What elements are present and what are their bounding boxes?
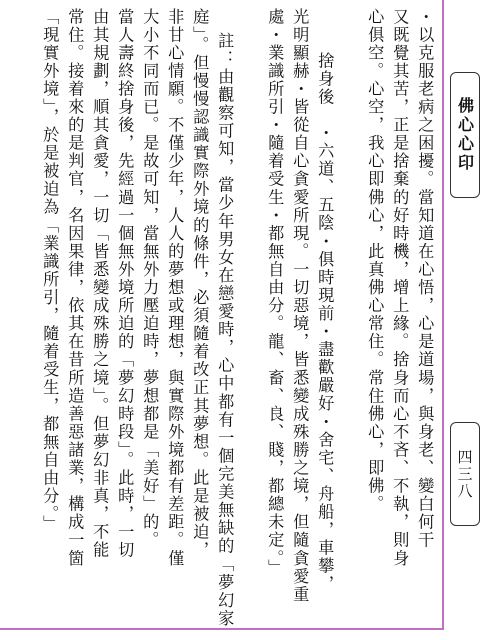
page-number-tab [450, 422, 480, 526]
text-column: 光明顯赫・皆從自心貪愛所現。一切惡境，皆悉變成殊勝之境，但隨貪愛重 [290, 8, 310, 604]
text-column: 大小不同而已。是故可知，當無外力壓迫時，夢想都是「美好」的。 [140, 8, 160, 550]
text-column: 又既覺其苦，正是捨棄的好時機，增上緣。捨身而心不吝、不執，則身 [390, 8, 410, 568]
book-title: 佛心心印 [455, 97, 475, 173]
text-column: 非甘心情願。不僅少年，人人的夢想或理想，與實際外境都有差距。僅 [165, 8, 185, 568]
text-column: 庭」。但慢慢認識實際外境的條件，必須隨着改正其夢想。此是被迫， [190, 8, 210, 560]
page-number: 四三八 [455, 448, 474, 500]
text-column: ・以克服老病之困擾。當知道在心悟，心是道場，與身老、變白何干 [415, 8, 435, 550]
text-column: 註：由觀察可知，當少年男女在戀愛時，心中都有一個完美無缺的「夢幻家 [215, 32, 235, 628]
text-column: 捨身後 ・六道、五陰・俱時現前・盡歡嚴好・舍宅、舟船，車攀， [315, 52, 335, 594]
text-column: 「現實外境」，於是被迫為「業識所引，隨着受生，都無自由分。」 [40, 8, 60, 534]
book-title-tab [450, 72, 480, 198]
text-column: 心俱空。心空，我心即佛心，此真佛心常住。常住佛心，即佛。 [365, 8, 385, 514]
text-column: 處・業識所引・隨着受生・都無自由分。龍、畜、良、賤，都總未定。」 [265, 8, 285, 578]
page-body [12, 8, 442, 628]
text-column: 由其規劃，順其貪愛，一切「皆悉變成殊勝之境」。但夢幻非真，不能 [90, 8, 110, 560]
text-column: 當人壽終捨身後，先經過一個無外境所迫的「夢幻時段」。此時，一切 [115, 8, 135, 560]
text-column: 常住。接着來的是判官，名因果律，依其在昔所造善惡諸業，構成一箇 [65, 8, 85, 568]
